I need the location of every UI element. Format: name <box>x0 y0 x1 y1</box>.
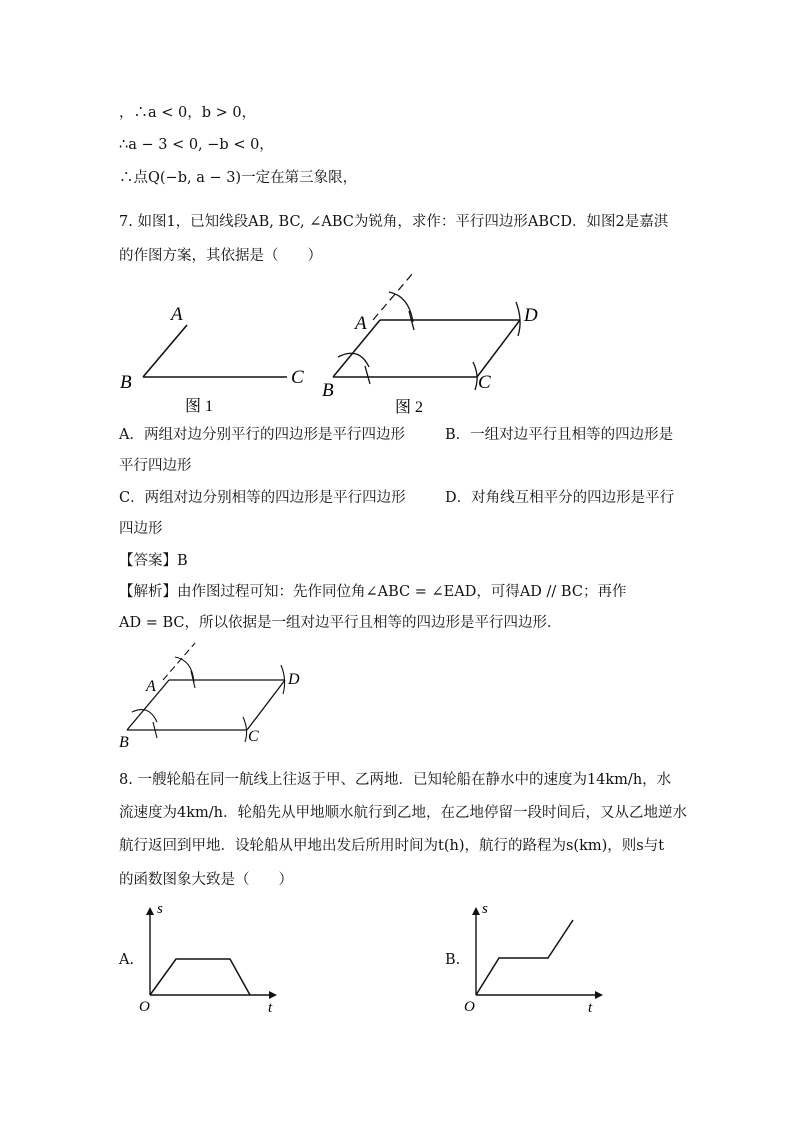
fig3-label-a: A <box>146 678 156 695</box>
answer-value: B <box>177 553 188 569</box>
fig1-label-b: B <box>120 372 132 393</box>
answer-tag: 【答案】 <box>119 553 177 569</box>
graph-b-curve <box>476 920 573 995</box>
q8-option-b-label: B. <box>445 952 461 968</box>
graph-b-y-label: s <box>482 901 488 917</box>
q7-option-b-cont: 平行四边形 <box>119 458 192 474</box>
fig2-label-c: C <box>478 372 491 393</box>
q8-graph-b <box>462 898 622 1023</box>
graph-a-y-label: s <box>157 901 163 917</box>
analysis-tag: 【解析】 <box>119 584 177 600</box>
fig2-construction-ray <box>373 273 413 320</box>
q7-analysis-line-2: AD = BC，所以依据是一组对边平行且相等的四边形是平行四边形． <box>119 615 562 631</box>
q7-analysis-line-1 <box>119 582 626 602</box>
q8-stem-line-2: 流速度为4km/h．轮船先从甲地顺水航行到乙地，在乙地停留一段时间后，又从乙地逆水 <box>119 805 687 821</box>
fig2-label-a: A <box>355 313 367 334</box>
prev-line-1: ，∴a < 0，b > 0， <box>119 105 257 121</box>
q7-option-b: B．一组对边平行且相等的四边形是 <box>445 427 674 443</box>
fig3-arc-at-a <box>175 657 194 682</box>
q7-stem-line-2: 的作图方案，其依据是（ ） <box>119 248 322 264</box>
fig1-label-c: C <box>291 367 304 388</box>
q7-option-d-cont: 四边形 <box>119 521 163 537</box>
graph-a-origin: O <box>139 999 150 1015</box>
fig3-construction-ray <box>163 643 195 680</box>
graph-a-x-label: t <box>268 1000 273 1016</box>
fig2-side-cd <box>477 320 520 377</box>
fig2-label-d: D <box>524 305 538 326</box>
fig3-label-c: C <box>248 728 259 745</box>
fig3-side-cd <box>247 680 285 730</box>
prev-line-2: ∴a − 3 < 0, −b < 0， <box>119 137 274 153</box>
q8-option-a-label: A. <box>119 952 135 968</box>
fig3-label-b: B <box>119 734 129 751</box>
fig1-caption: 图 1 <box>185 398 214 415</box>
graph-b-x-label: t <box>588 1000 593 1016</box>
fig3-label-d: D <box>288 671 300 688</box>
fig2-tick-b <box>365 366 370 384</box>
fig2-arc-at-c <box>473 362 477 390</box>
q7-option-d: D．对角线互相平分的四边形是平行 <box>445 490 675 506</box>
analysis-text-1: 由作图过程可知：先作同位角∠ABC = ∠EAD，可得AD // BC；再作 <box>177 584 627 600</box>
q7-figure-1 <box>115 295 315 420</box>
q8-stem-line-3: 航行返回到甲地．设轮船从甲地出发后所用时间为t(h)，航行的路程为s(km)，则s与t <box>119 838 665 854</box>
graph-b-origin: O <box>464 999 475 1015</box>
graph-a-curve <box>150 959 250 995</box>
q7-figure-2 <box>315 270 555 420</box>
fig2-caption: 图 2 <box>395 399 424 416</box>
q7-analysis-figure <box>115 640 325 752</box>
q8-stem-line-4: 的函数图象大致是（ ） <box>119 872 293 888</box>
fig2-arc-at-d <box>516 302 520 336</box>
q8-graph-a <box>135 898 295 1023</box>
fig2-label-b: B <box>322 380 334 401</box>
prev-line-3: ∴点Q(−b, a − 3)一定在第三象限， <box>119 170 358 186</box>
q7-stem-line-1: 7. 如图1，已知线段AB, BC, ∠ABC为锐角，求作：平行四边形ABCD．如图2是嘉淇 <box>119 214 669 230</box>
q7-answer <box>119 551 188 571</box>
segment-ba <box>143 325 187 377</box>
q8-stem-line-1: 8. 一艘轮船在同一航线上往返于甲、乙两地．已知轮船在静水中的速度为14km/h，水 <box>119 772 672 788</box>
fig1-label-a: A <box>171 304 183 325</box>
q7-option-a: A．两组对边分别平行的四边形是平行四边形 <box>119 427 405 443</box>
q7-option-c: C．两组对边分别相等的四边形是平行四边形 <box>119 490 406 506</box>
